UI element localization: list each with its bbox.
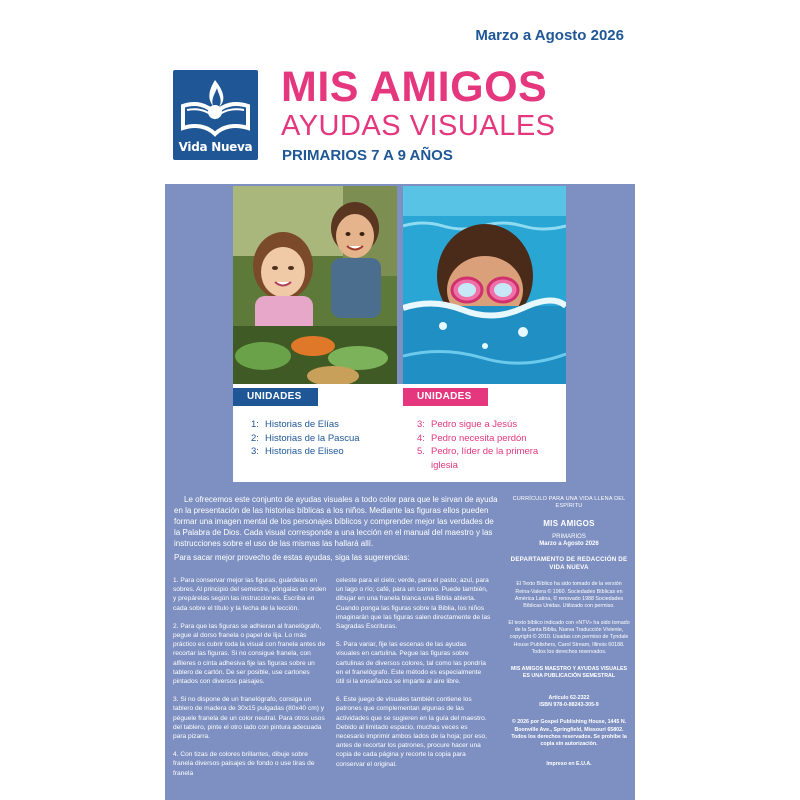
intro-paragraph: Le ofrecemos este conjunto de ayudas visuales a todo color para que le sirvan de ayuda en la presentación de las historias bíblicas a los niños. Mediante las figuras ellos pueden formar una imagen mental de los personajes bíblicos y comprender mejor las verdades de la Palabra de Dios. Cada visual corresponde a una lección en el manual del maestro y las instrucciones sobre el uso de las mismas las hallará allí. [174,495,498,548]
ntv-note: El texto bíblico indicado con «NTV» ha sido tomado de la Santa Biblia, Nueva Traducción Viviente, copyright © 2010. Usadas con permiso de Tyndale House Publishers, Carol Stream, Illinois 60188. Todos los derechos reservados. [508,619,630,655]
unit-number: 3: [417,419,425,430]
isbn-number: ISBN 978-0-88243-305-9 [539,702,599,709]
unit-title: Historias de la Pascua [265,432,360,444]
tip-paragraph: 6. Este juego de visuales también contiene los patrones que complementan algunas de las actividades que se sugieren en la guía del maestro. Debido al limitado espacio, muchas veces es necesario imprimir ambos lados de la hoja; por eso, antes de recortar los patrones, procure hacer una copia de cada página y recorte la copia para conservar el original. [336,696,487,768]
period-label: Marzo a Agosto 2026 [539,541,599,548]
unit-title: Pedro sigue a Jesús [431,419,518,430]
unit-number: 4: [417,432,425,444]
unit-number: 5. [417,446,425,457]
unit-number: 3: [251,446,259,457]
list-item [251,445,393,459]
units-tab-left: UNIDADES [233,388,318,406]
units-tab-right: UNIDADES [403,388,488,406]
bible-note: El Texto Bíblico ha sido tomado de la versión Reina-Valera © 1960. Sociedades Bíblicas en América Latina, © renovado 1988 Sociedades Bíblicas Unidas. Utilizado con permiso. [514,581,624,610]
page-title: MIS AMIGOS [281,63,548,111]
unit-number: 2: [251,432,259,444]
list-item [417,418,563,432]
article-number: Artículo 62-2322 [548,694,590,701]
list-item [251,418,393,432]
units-column-left [233,384,397,482]
units-column-right [403,384,567,482]
unit-title: Pedro necesita perdón [431,432,527,444]
curriculum-label: CURRÍCULO PARA UNA VIDA LLENA DEL ESPÍRITU [512,496,626,510]
tip-paragraph: celeste para el cielo; verde, para el pasto; azul, para un lago o río; café, para un camino. Puede también, dibujar en una franela blanca una Biblia abierta. Cuando ponga las figuras sobre la Biblia, los niños imaginarán que las figuras salen directamente de las Sagradas Escrituras. [336,577,491,631]
tip-paragraph: 2. Para que las figuras se adhieran al franelógrafo, pegue al dorso franela o papel de lija. Lo más práctico es cubrir toda la visual con franela antes de recortar las figuras. Si no consigue franela, con alfileres o cinta adhesiva fije las figuras sobre un tablero de cartón. De ser posible, use cartones pintados con diversos paisajes. [173,622,326,686]
suggestions-lead: Para sacar mejor provecho de estas ayudas, siga las sugerencias: [174,553,410,562]
page-subtitle: AYUDAS VISUALES [281,110,556,142]
open-book-flame-icon [173,70,258,142]
grade-label: PRIMARIOS 7 A 9 AÑOS [282,147,453,164]
list-item [251,432,393,446]
logo-text: Vida Nueva [178,140,253,154]
tip-paragraph: 5. Para variar, fije las escenas de las ayudas visuales en cartulina. Pegue las figuras sobre cartulinas de diversos colores, tal como las pondría en el franelógrafo. Este método es especialmente útil si la enseñanza se imparte al aire libre. [336,641,486,686]
vida-nueva-logo [173,70,258,160]
tips-column-1 [173,576,328,787]
unit-title: Historias de Eliseo [265,446,344,457]
tip-paragraph: 1. Para conservar mejor las figuras, guárdelas en sobres. Al principio del semestre, póngalas en orden y prepárelas según las instrucciones. Escriba en cada sobre el título y la fecha de la lección. [173,577,327,612]
child-swimming-goggles-photo [403,186,566,390]
unit-title: Historias de Elías [265,419,339,430]
tips-column-2 [336,576,491,778]
list-item [417,445,563,472]
children-gardening-photo [233,186,397,390]
tip-paragraph: 3. Si no dispone de un franelógrafo, consiga un tablero de madera de 30x15 pulgadas (80x40 cm) y péguele franela de un color neutral. Para otros usos del tablero, pinte el otro lado con pintura adecuada para pizarra. [173,696,325,741]
copyright-note: © 2026 por Gospel Publishing House, 1445 N. Boonville Ave., Springfield, Missouri 65802. Todos los derechos reservados. Se prohíbe la copia sin autorización. [511,719,627,748]
printed-in: Impreso en E.U.A. [546,760,592,767]
unit-title: Pedro, líder de la primera iglesia [431,446,539,471]
unit-number: 1: [251,419,259,430]
level-label: PRIMARIOS [552,533,586,540]
publication-name: MIS AMIGOS [543,518,595,528]
list-item [417,432,563,446]
department-label: DEPARTAMENTO DE REDACCIÓN DE VIDA NUEVA [510,556,628,572]
units-list-right [417,418,563,472]
units-box [233,384,566,482]
issue-date: Marzo a Agosto 2026 [475,27,624,44]
units-list-left [251,418,393,459]
publication-note: MIS AMIGOS MAESTRO Y AYUDAS VISUALES ES UNA PUBLICACIÓN SEMESTRAL [510,666,628,680]
publication-info [508,496,630,768]
tip-paragraph: 4. Con tizas de colores brillantes, dibuje sobre franela diversos paisajes de fondo o use tiras de franela [173,751,315,777]
